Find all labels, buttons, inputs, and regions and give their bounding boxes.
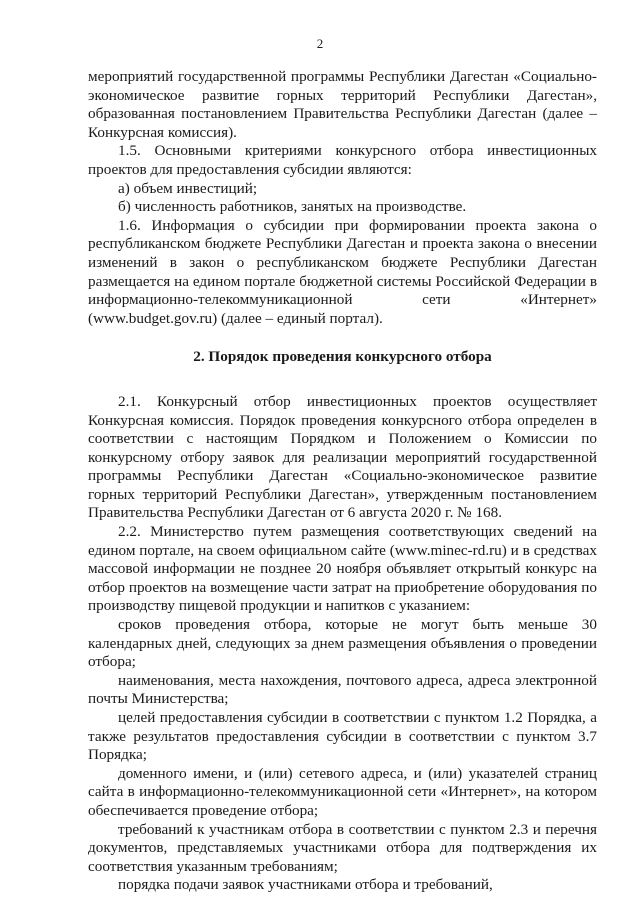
paragraph-group-intro (88, 68, 597, 328)
paragraph: доменного имени, и (или) сетевого адреса, и (или) указателей страниц сайта в информационно-телекоммуникационной сети «Интернет», на котором обеспечивается проведение отбора; (88, 764, 597, 819)
paragraph: порядка подачи заявок участниками отбора и требований, (118, 876, 493, 894)
paragraph: 2.1. Конкурсный отбор инвестиционных проектов осуществляет Конкурсная комиссия. Порядок проведения конкурсного отбора определен в соответствии с настоящим Порядком и Положением о Комиссии по конкурсному отбору заявок для реализации мероприятий государственной программы Республики Дагестан «Социально-экономическое развитие горных территорий Республики Дагестан», утвержденным постановлением Правительства Республики Дагестан от 6 августа 2020 г. № 168. (88, 392, 597, 522)
paragraph: мероприятий государственной программы Республики Дагестан «Социально-экономическое развитие горных территорий Республики Дагестан», образованная постановлением Правительства Республики Дагестан (далее – Конкурсная комиссия). (88, 68, 597, 141)
paragraph: 1.5. Основными критериями конкурсного отбора инвестиционных проектов для предоставления субсидии являются: (88, 142, 597, 178)
paragraph: требований к участникам отбора в соответствии с пунктом 2.3 и перечня документов, представляемых участниками отбора для подтверждения их соответствия указанным требованиям; (88, 820, 597, 875)
page-number: 2 (316, 36, 324, 51)
paragraph: наименования, места нахождения, почтового адреса, адреса электронной почты Министерства; (88, 671, 597, 708)
paragraph: а) объем инвестиций; (118, 179, 258, 197)
paragraph-group-section-2 (88, 393, 597, 895)
paragraph: сроков проведения отбора, которые не могут быть меньше 30 календарных дней, следующих за днем размещения объявления о проведении отбора; (88, 616, 597, 671)
paragraph: целей предоставления субсидии в соответствии с пунктом 1.2 Порядка, а также результатов предоставления субсидии в соответствии с пунктом 3.7 Порядка; (88, 709, 597, 764)
section-heading: 2. Порядок проведения конкурсного отбора (193, 348, 492, 366)
paragraph: б) численность работников, занятых на производстве. (118, 198, 467, 216)
document-body (88, 68, 597, 895)
paragraph: 2.2. Министерство путем размещения соответствующих сведений на едином портале, на своем официальном сайте (www.minec-rd.ru) и в средствах массовой информации не позднее 20 ноября объявляет открытый конкурс на отбор проектов на возмещение части затрат на приобретение оборудования по производству пищевой продукции и напитков с указанием: (88, 523, 597, 615)
paragraph: 1.6. Информация о субсидии при формировании проекта закона о республиканском бюджете Республики Дагестан и проекта закона о внесении изменений в закон о республиканском бюджете Республики Дагестан размещается на едином портале бюджетной системы Российской Федерации в информационно-телекоммуникационной сети «Интернет» (www.budget.gov.ru) (далее – единый портал). (88, 216, 597, 327)
